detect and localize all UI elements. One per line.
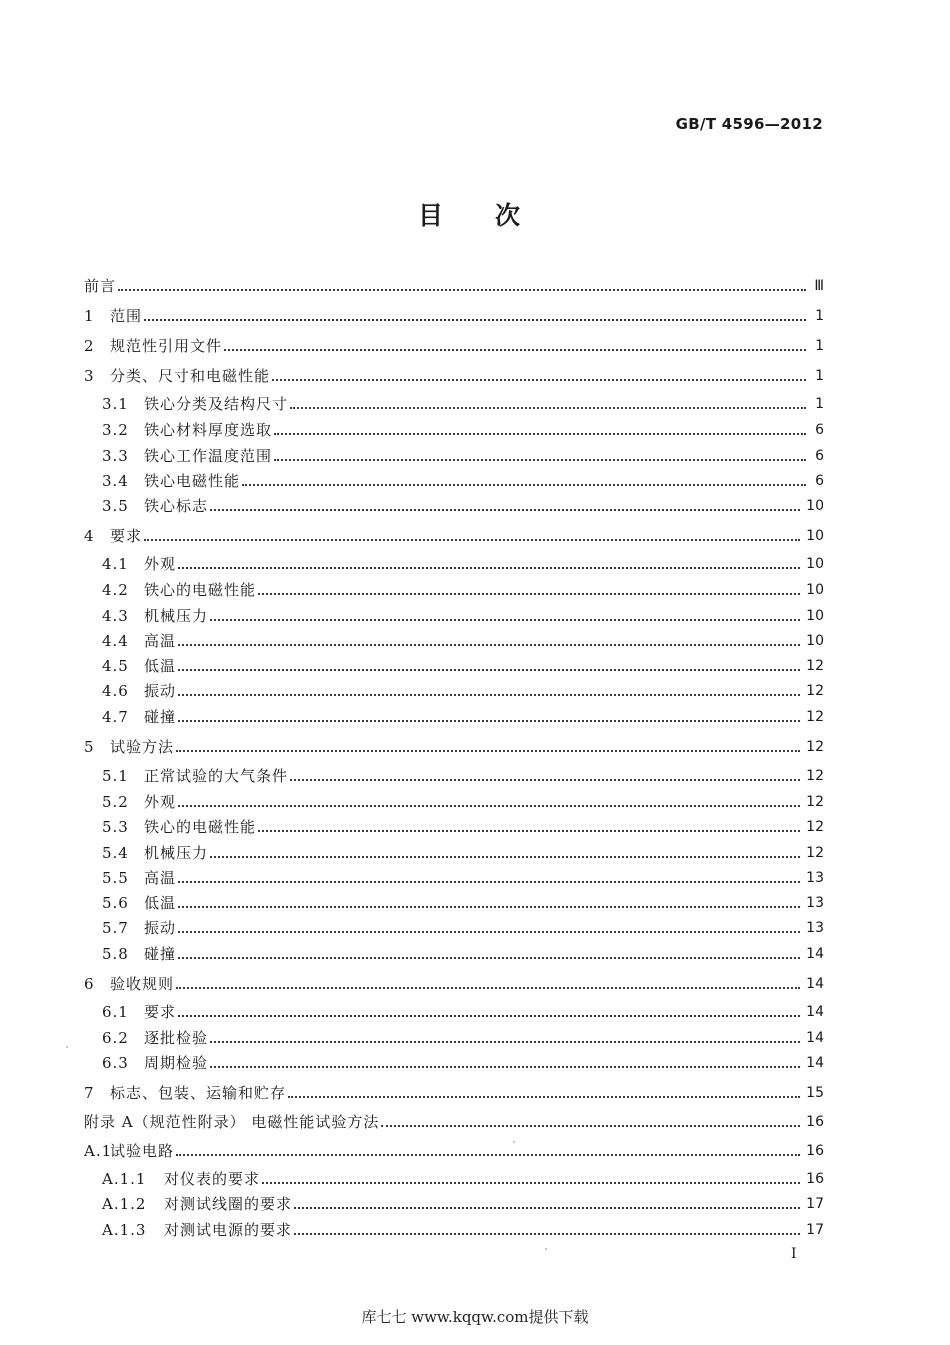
toc-entry-page: 10	[806, 608, 824, 624]
toc-entry-number: 5.6	[102, 894, 129, 912]
toc-entry[interactable]	[84, 442, 824, 466]
toc-entry-label: 对测试线圈的要求	[164, 1195, 293, 1213]
toc-entry[interactable]	[84, 703, 824, 727]
toc-entry-page: 10	[806, 633, 824, 649]
toc-entry-label: 铁心工作温度范围	[144, 447, 273, 465]
toc-entry-page: 12	[806, 845, 824, 861]
toc-entry-number: 3	[84, 367, 95, 385]
toc-entry-page: 1	[815, 308, 824, 324]
toc-entry-label: 规范性引用文件	[110, 337, 223, 355]
toc-entry-page: 12	[806, 768, 824, 784]
toc-entry[interactable]	[84, 362, 824, 386]
toc-entry-page: 14	[806, 1030, 824, 1046]
toc-entry-page: 14	[806, 1055, 824, 1071]
toc-leader-dots	[258, 830, 800, 832]
toc-entry[interactable]	[84, 1216, 824, 1240]
toc-entry-page: 10	[806, 556, 824, 572]
toc-entry-number: 4.4	[102, 632, 129, 650]
download-footer: 库七七 www.kqqw.com提供下载	[361, 1308, 589, 1326]
toc-entry-number: 2	[84, 337, 95, 355]
toc-leader-dots	[178, 881, 800, 883]
toc-entry-page: 14	[806, 976, 824, 992]
scan-speck	[513, 1141, 515, 1143]
toc-entry[interactable]	[84, 1190, 824, 1214]
toc-entry[interactable]	[84, 940, 824, 964]
toc-entry-number: 4.1	[102, 555, 129, 573]
toc-entry-number: 6.2	[102, 1029, 129, 1047]
toc-entry[interactable]	[84, 1137, 824, 1161]
toc-entry-label: 铁心材料厚度选取	[144, 421, 273, 439]
scan-speck	[66, 1046, 68, 1048]
toc-leader-dots	[294, 1207, 800, 1209]
toc-entry-number: 5.3	[102, 818, 129, 836]
toc-entry-label: 机械压力	[144, 844, 209, 862]
toc-entry-number: 5.5	[102, 869, 129, 887]
toc-entry-page: 15	[806, 1085, 824, 1101]
toc-entry-page: 12	[806, 819, 824, 835]
page-title: 目次	[417, 201, 572, 230]
toc-entry-label: 对仪表的要求	[164, 1170, 261, 1188]
toc-entry-page: 13	[806, 895, 824, 911]
toc-leader-dots	[178, 644, 800, 646]
toc-entry-label: 验收规则	[110, 975, 175, 993]
toc-leader-dots	[210, 619, 800, 621]
toc-entry[interactable]	[84, 602, 824, 626]
toc-entry[interactable]	[84, 390, 824, 414]
toc-entry-number: 4.2	[102, 581, 129, 599]
toc-entry-page: 12	[806, 658, 824, 674]
toc-leader-dots	[262, 1182, 800, 1184]
toc-leader-dots	[178, 931, 800, 933]
toc-entry-page: 17	[806, 1222, 824, 1238]
toc-entry-page: 16	[806, 1171, 824, 1187]
toc-leader-dots	[178, 720, 800, 722]
toc-entry-page: 16	[806, 1114, 824, 1130]
toc-entry-number: 4	[84, 527, 95, 545]
toc-entry-page: 14	[806, 1004, 824, 1020]
toc-entry[interactable]	[84, 332, 824, 356]
toc-leader-dots	[294, 1233, 800, 1235]
toc-leader-dots	[242, 484, 806, 486]
toc-leader-dots	[210, 1066, 800, 1068]
toc-leader-dots	[176, 750, 800, 752]
toc-entry[interactable]	[84, 302, 824, 326]
toc-entry-page: 17	[806, 1196, 824, 1212]
toc-leader-dots	[178, 805, 800, 807]
toc-leader-dots	[210, 1041, 800, 1043]
toc-entry-page: 1	[815, 396, 824, 412]
toc-entry-number: A.1.2	[102, 1195, 147, 1213]
toc-entry-label: 机械压力	[144, 607, 209, 625]
toc-entry-page: 10	[806, 582, 824, 598]
toc-entry[interactable]	[84, 788, 824, 812]
toc-entry-label: 碰撞	[144, 945, 177, 963]
toc-entry-label: 铁心的电磁性能	[144, 818, 257, 836]
toc-entry-number: 5.8	[102, 945, 129, 963]
toc-entry-number: 5	[84, 738, 95, 756]
toc-entry-label: 前言	[84, 277, 117, 295]
toc-entry[interactable]	[84, 1165, 824, 1189]
toc-entry-number: A.1.1	[102, 1170, 147, 1188]
toc-entry-number: 5.7	[102, 919, 129, 937]
toc-entry-label: 低温	[144, 894, 177, 912]
toc-leader-dots	[178, 906, 800, 908]
toc-entry-number: 1	[84, 307, 95, 325]
scan-speck	[545, 1248, 547, 1250]
toc-entry-label: 对测试电源的要求	[164, 1221, 293, 1239]
toc-entry-label: 正常试验的大气条件	[144, 767, 289, 785]
toc-entry-page: 16	[806, 1143, 824, 1159]
toc-entry-page: 1	[815, 338, 824, 354]
toc-entry-label: 要求	[110, 527, 143, 545]
toc-entry-label: 铁心电磁性能	[144, 472, 241, 490]
toc-entry[interactable]	[84, 416, 824, 440]
toc-entry-number: 7	[84, 1084, 95, 1102]
toc-entry[interactable]	[84, 576, 824, 600]
toc-leader-dots	[178, 694, 800, 696]
toc-entry-number: 4.7	[102, 708, 129, 726]
toc-entry[interactable]	[84, 522, 824, 546]
toc-leader-dots	[288, 1096, 800, 1098]
toc-leader-dots	[178, 957, 800, 959]
toc-entry-label: 高温	[144, 869, 177, 887]
toc-entry-page: 6	[815, 473, 824, 489]
toc-leader-dots	[290, 779, 800, 781]
toc-entry[interactable]	[84, 998, 824, 1022]
toc-leader-dots	[178, 1015, 800, 1017]
toc-leader-dots	[178, 669, 800, 671]
toc-entry-page: 12	[806, 709, 824, 725]
toc-entry[interactable]	[84, 467, 824, 491]
toc-entry[interactable]	[84, 1079, 824, 1103]
toc-entry[interactable]	[84, 970, 824, 994]
toc-entry-label: 低温	[144, 657, 177, 675]
toc-leader-dots	[210, 856, 800, 858]
toc-entry[interactable]	[84, 762, 824, 786]
toc-entry-number: A.1.3	[102, 1221, 147, 1239]
toc-leader-dots	[176, 1154, 800, 1156]
toc-entry-number: 3.3	[102, 447, 129, 465]
toc-entry[interactable]	[84, 550, 824, 574]
toc-entry-page: 6	[815, 448, 824, 464]
toc-leader-dots	[381, 1125, 800, 1127]
toc-entry-number: 6	[84, 975, 95, 993]
toc-leader-dots	[290, 407, 806, 409]
toc-entry-page: 12	[806, 683, 824, 699]
toc-entry-page: 10	[806, 498, 824, 514]
toc-leader-dots	[274, 459, 806, 461]
toc-leader-dots	[210, 509, 800, 511]
toc-leader-dots	[272, 379, 806, 381]
toc-entry-number: 4.6	[102, 682, 129, 700]
toc-entry-label: 周期检验	[144, 1054, 209, 1072]
toc-entry-label: 振动	[144, 919, 177, 937]
toc-entry-page: 14	[806, 946, 824, 962]
toc-entry-label: 附录 A（规范性附录） 电磁性能试验方法	[84, 1113, 380, 1131]
toc-entry-number: 6.3	[102, 1054, 129, 1072]
toc-entry[interactable]	[84, 864, 824, 888]
toc-entry[interactable]	[84, 914, 824, 938]
toc-entry-number: 3.2	[102, 421, 129, 439]
toc-entry-page: Ⅲ	[814, 278, 824, 294]
toc-entry-number: 3.1	[102, 395, 129, 413]
toc-entry-page: 10	[806, 528, 824, 544]
toc-entry[interactable]	[84, 1049, 824, 1073]
toc-leader-dots	[178, 567, 800, 569]
toc-entry[interactable]	[84, 1108, 824, 1132]
toc-entry[interactable]	[84, 733, 824, 757]
toc-entry[interactable]	[84, 1024, 824, 1048]
toc-entry-page: 13	[806, 920, 824, 936]
toc-entry-label: 铁心标志	[144, 497, 209, 515]
toc-entry-number: 6.1	[102, 1003, 129, 1021]
toc-entry-label: 范围	[110, 307, 143, 325]
toc-entry-label: 外观	[144, 555, 177, 573]
toc-entry-page: 1	[815, 368, 824, 384]
toc-leader-dots	[224, 349, 806, 351]
toc-entry-page: 12	[806, 739, 824, 755]
toc-entry[interactable]	[84, 839, 824, 863]
toc-entry-label: 试验电路	[110, 1142, 175, 1160]
toc-entry-number: 5.2	[102, 793, 129, 811]
toc-entry-page: 12	[806, 794, 824, 810]
toc-leader-dots	[118, 289, 806, 291]
toc-entry[interactable]	[84, 677, 824, 701]
toc-entry-number: 5.1	[102, 767, 129, 785]
toc-entry-label: 铁心的电磁性能	[144, 581, 257, 599]
toc-entry-page: 6	[815, 422, 824, 438]
toc-leader-dots	[144, 319, 806, 321]
toc-entry-label: 试验方法	[110, 738, 175, 756]
toc-entry[interactable]	[84, 889, 824, 913]
standard-code: GB/T 4596—2012	[675, 115, 823, 133]
toc-entry[interactable]	[84, 813, 824, 837]
toc-leader-dots	[144, 539, 800, 541]
toc-entry-label: 标志、包装、运输和贮存	[110, 1084, 287, 1102]
toc-entry-label: 要求	[144, 1003, 177, 1021]
toc-entry-label: 分类、尺寸和电磁性能	[110, 367, 271, 385]
toc-entry-number: A.1	[84, 1142, 113, 1160]
toc-entry[interactable]	[84, 492, 824, 516]
toc-entry-page: 13	[806, 870, 824, 886]
toc-entry-number: 5.4	[102, 844, 129, 862]
toc-entry-label: 外观	[144, 793, 177, 811]
toc-entry-label: 振动	[144, 682, 177, 700]
toc-entry[interactable]	[84, 627, 824, 651]
toc-leader-dots	[274, 433, 806, 435]
toc-leader-dots	[176, 987, 800, 989]
toc-entry-number: 4.5	[102, 657, 129, 675]
toc-entry[interactable]	[84, 272, 824, 296]
toc-entry-number: 3.4	[102, 472, 129, 490]
toc-entry-label: 高温	[144, 632, 177, 650]
toc-leader-dots	[258, 593, 800, 595]
toc-entry-number: 4.3	[102, 607, 129, 625]
toc-entry-number: 3.5	[102, 497, 129, 515]
page-number: I	[791, 1246, 797, 1262]
toc-entry[interactable]	[84, 652, 824, 676]
toc-entry-label: 碰撞	[144, 708, 177, 726]
toc-entry-label: 逐批检验	[144, 1029, 209, 1047]
toc-entry-label: 铁心分类及结构尺寸	[144, 395, 289, 413]
